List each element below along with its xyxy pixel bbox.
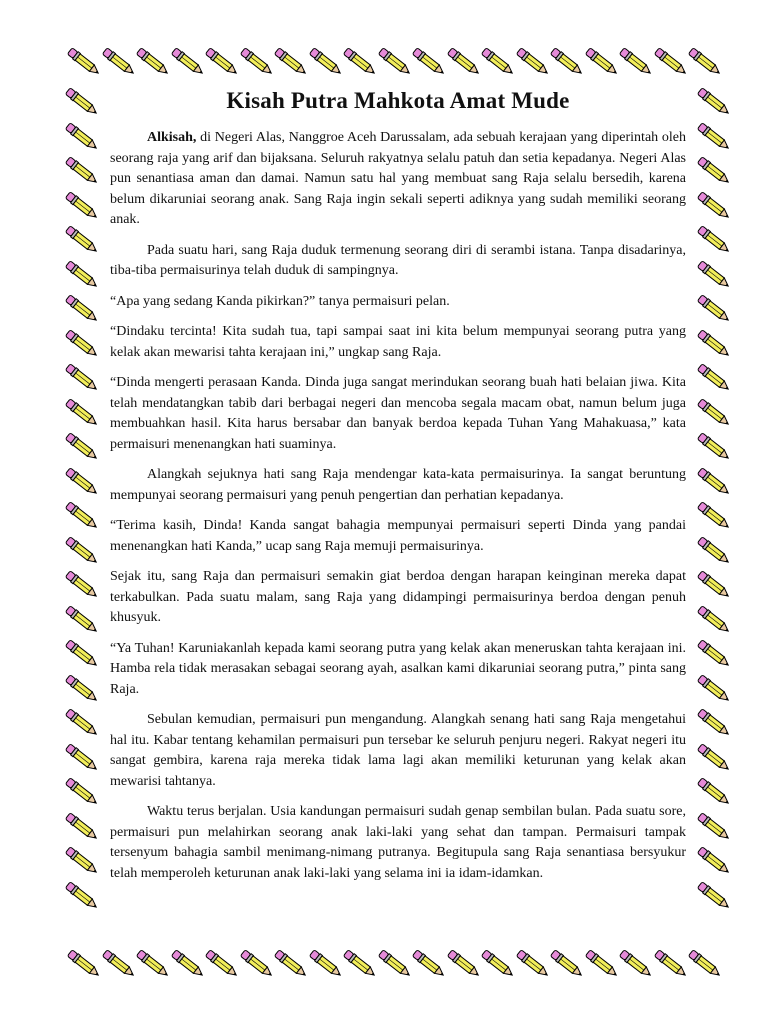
pencil-icon xyxy=(99,44,139,80)
pencil-icon xyxy=(694,740,734,776)
pencil-icon xyxy=(62,360,102,396)
pencil-icon xyxy=(64,946,104,982)
pencil-icon xyxy=(62,464,102,500)
pencil-icon xyxy=(694,774,734,810)
pencil-icon xyxy=(62,429,102,465)
pencil-icon xyxy=(202,946,242,982)
paragraph-7: “Terima kasih, Dinda! Kanda sangat bahagia mempunyai permaisuri seperti Dinda yang pandai menenangkan hati Kanda,” ucap sang Raja memuji permaisurinya. xyxy=(110,518,686,554)
pencil-icon xyxy=(694,153,734,189)
paragraph-9: “Ya Tuhan! Karuniakanlah kepada kami seorang putra yang kelak akan meneruskan tahta kerajaan ini. Hamba rela tidak merasakan sebagai seorang ayah, asalkan kami dikaruniai seorang putra,” pinta sang Raja. xyxy=(110,640,686,697)
pencil-icon xyxy=(694,809,734,845)
pencil-icon xyxy=(694,498,734,534)
paragraph-lead: Alkisah, xyxy=(147,130,197,145)
pencil-icon xyxy=(237,44,277,80)
pencil-icon xyxy=(694,395,734,431)
pencil-icon xyxy=(694,636,734,672)
pencil-icon xyxy=(62,119,102,155)
pencil-icon xyxy=(478,44,518,80)
paragraph-8: Sejak itu, sang Raja dan permaisuri semakin giat berdoa dengan harapan keinginan mereka dapat terkabulkan. Pada suatu malam, sang Raja yang didampingi permaisurinya berdoa dengan penuh khusyuk. xyxy=(110,569,686,625)
pencil-icon xyxy=(694,188,734,224)
pencil-icon xyxy=(62,740,102,776)
document-page xyxy=(110,88,686,894)
pencil-icon xyxy=(306,946,346,982)
pencil-icon xyxy=(513,44,553,80)
pencil-icon xyxy=(271,946,311,982)
paragraph-1 xyxy=(110,128,686,231)
pencil-icon xyxy=(616,946,656,982)
pencil-icon xyxy=(444,44,484,80)
paragraph-2: Pada suatu hari, sang Raja duduk termenung seorang diri di serambi istana. Tanpa disadarinya, tiba-tiba permaisurinya telah duduk di sampingnya. xyxy=(110,242,686,278)
pencil-icon xyxy=(271,44,311,80)
pencil-icon xyxy=(62,671,102,707)
pencil-icon xyxy=(62,395,102,431)
pencil-icon xyxy=(694,533,734,569)
pencil-icon xyxy=(133,946,173,982)
paragraph-11: Waktu terus berjalan. Usia kandungan permaisuri sudah genap sembilan bulan. Pada suatu sore, permaisuri pun melahirkan seorang anak laki-laki yang sehat dan tampan. Permaisuri tampak tersenyum bahagia sambil menimang-nimang putranya. Begitupula sang Raja senantiasa bersyukur telah memperoleh keturunan anak laki-laki yang selama ini ia idam-idamkan. xyxy=(110,804,686,881)
story-title: Kisah Putra Mahkota Amat Mude xyxy=(226,88,570,113)
pencil-icon xyxy=(168,44,208,80)
pencil-icon xyxy=(694,705,734,741)
pencil-icon xyxy=(62,878,102,914)
pencil-icon xyxy=(168,946,208,982)
pencil-icon xyxy=(694,119,734,155)
pencil-icon xyxy=(99,946,139,982)
pencil-icon xyxy=(694,567,734,603)
pencil-icon xyxy=(409,946,449,982)
pencil-icon xyxy=(340,946,380,982)
pencil-icon xyxy=(651,946,691,982)
pencil-icon xyxy=(651,44,691,80)
paragraph-10: Sebulan kemudian, permaisuri pun mengandung. Alangkah senang hati sang Raja mengetahui hal itu. Kabar tentang kehamilan permaisuri pun tersebar ke seluruh penjuru negeri. Rakyat negeri itu sangat gembira, karena raja mereka tidak lama lagi akan memiliki keturunan yang kelak akan mewarisi tahtanya. xyxy=(110,712,686,789)
paragraph-6: Alangkah sejuknya hati sang Raja mendengar kata-kata permaisurinya. Ia sangat beruntung mempunyai seorang permaisuri yang penuh pengertian dan perhatian kepadanya. xyxy=(110,467,686,503)
pencil-icon xyxy=(409,44,449,80)
pencil-icon xyxy=(694,291,734,327)
pencil-icon xyxy=(694,464,734,500)
pencil-icon xyxy=(306,44,346,80)
pencil-icon xyxy=(64,44,104,80)
pencil-icon xyxy=(375,946,415,982)
pencil-icon xyxy=(694,671,734,707)
pencil-icon xyxy=(694,257,734,293)
pencil-icon xyxy=(694,843,734,879)
pencil-icon xyxy=(444,946,484,982)
pencil-icon xyxy=(694,222,734,258)
pencil-icon xyxy=(547,44,587,80)
pencil-icon xyxy=(62,809,102,845)
pencil-icon xyxy=(513,946,553,982)
pencil-icon xyxy=(694,878,734,914)
pencil-icon xyxy=(62,567,102,603)
pencil-icon xyxy=(62,533,102,569)
pencil-icon xyxy=(133,44,173,80)
pencil-icon xyxy=(237,946,277,982)
pencil-icon xyxy=(202,44,242,80)
pencil-icon xyxy=(694,360,734,396)
pencil-icon xyxy=(616,44,656,80)
pencil-icon xyxy=(62,602,102,638)
pencil-icon xyxy=(694,84,734,120)
pencil-icon xyxy=(62,153,102,189)
pencil-icon xyxy=(340,44,380,80)
pencil-icon xyxy=(685,946,725,982)
pencil-icon xyxy=(62,291,102,327)
pencil-icon xyxy=(62,636,102,672)
pencil-icon xyxy=(62,774,102,810)
pencil-icon xyxy=(62,222,102,258)
pencil-icon xyxy=(685,44,725,80)
pencil-icon xyxy=(582,44,622,80)
pencil-icon xyxy=(694,602,734,638)
pencil-icon xyxy=(62,705,102,741)
pencil-icon xyxy=(62,84,102,120)
pencil-icon xyxy=(62,843,102,879)
pencil-icon xyxy=(62,498,102,534)
paragraph-5: “Dinda mengerti perasaan Kanda. Dinda juga sangat merindukan seorang buah hati belaian jiwa. Kita telah mendatangkan tabib dari berbagai negeri dan mencoba segala macam obat, namun belum juga membuahkan hasil. Kita harus bersabar dan banyak berdoa kepada Tuhan Yang Mahakuasa,” kata permaisuri menenangkan hati suaminya. xyxy=(110,375,686,452)
pencil-icon xyxy=(375,44,415,80)
paragraph-3: “Apa yang sedang Kanda pikirkan?” tanya permaisuri pelan. xyxy=(110,293,450,309)
pencil-icon xyxy=(62,257,102,293)
pencil-icon xyxy=(694,326,734,362)
paragraph-text: di Negeri Alas, Nanggroe Aceh Darussalam, ada sebuah kerajaan yang diperintah oleh seorang raja yang arif dan bijaksana. Seluruh rakyatnya selalu patuh dan setia kepadanya. Negeri Alas pun senantiasa aman dan damai. Namun satu hal yang membuat sang Raja selalu bersedih, karena belum dikaruniai seorang anak. Sang Raja ingin sekali seperti adiknya yang sudah memiliki seorang anak. xyxy=(110,130,686,227)
pencil-icon xyxy=(547,946,587,982)
paragraph-4: “Dindaku tercinta! Kita sudah tua, tapi sampai saat ini kita belum mempunyai seorang putra yang kelak akan mewarisi tahta kerajaan ini,” ungkap sang Raja. xyxy=(110,324,686,360)
pencil-icon xyxy=(694,429,734,465)
pencil-icon xyxy=(62,326,102,362)
pencil-icon xyxy=(478,946,518,982)
pencil-icon xyxy=(582,946,622,982)
pencil-icon xyxy=(62,188,102,224)
